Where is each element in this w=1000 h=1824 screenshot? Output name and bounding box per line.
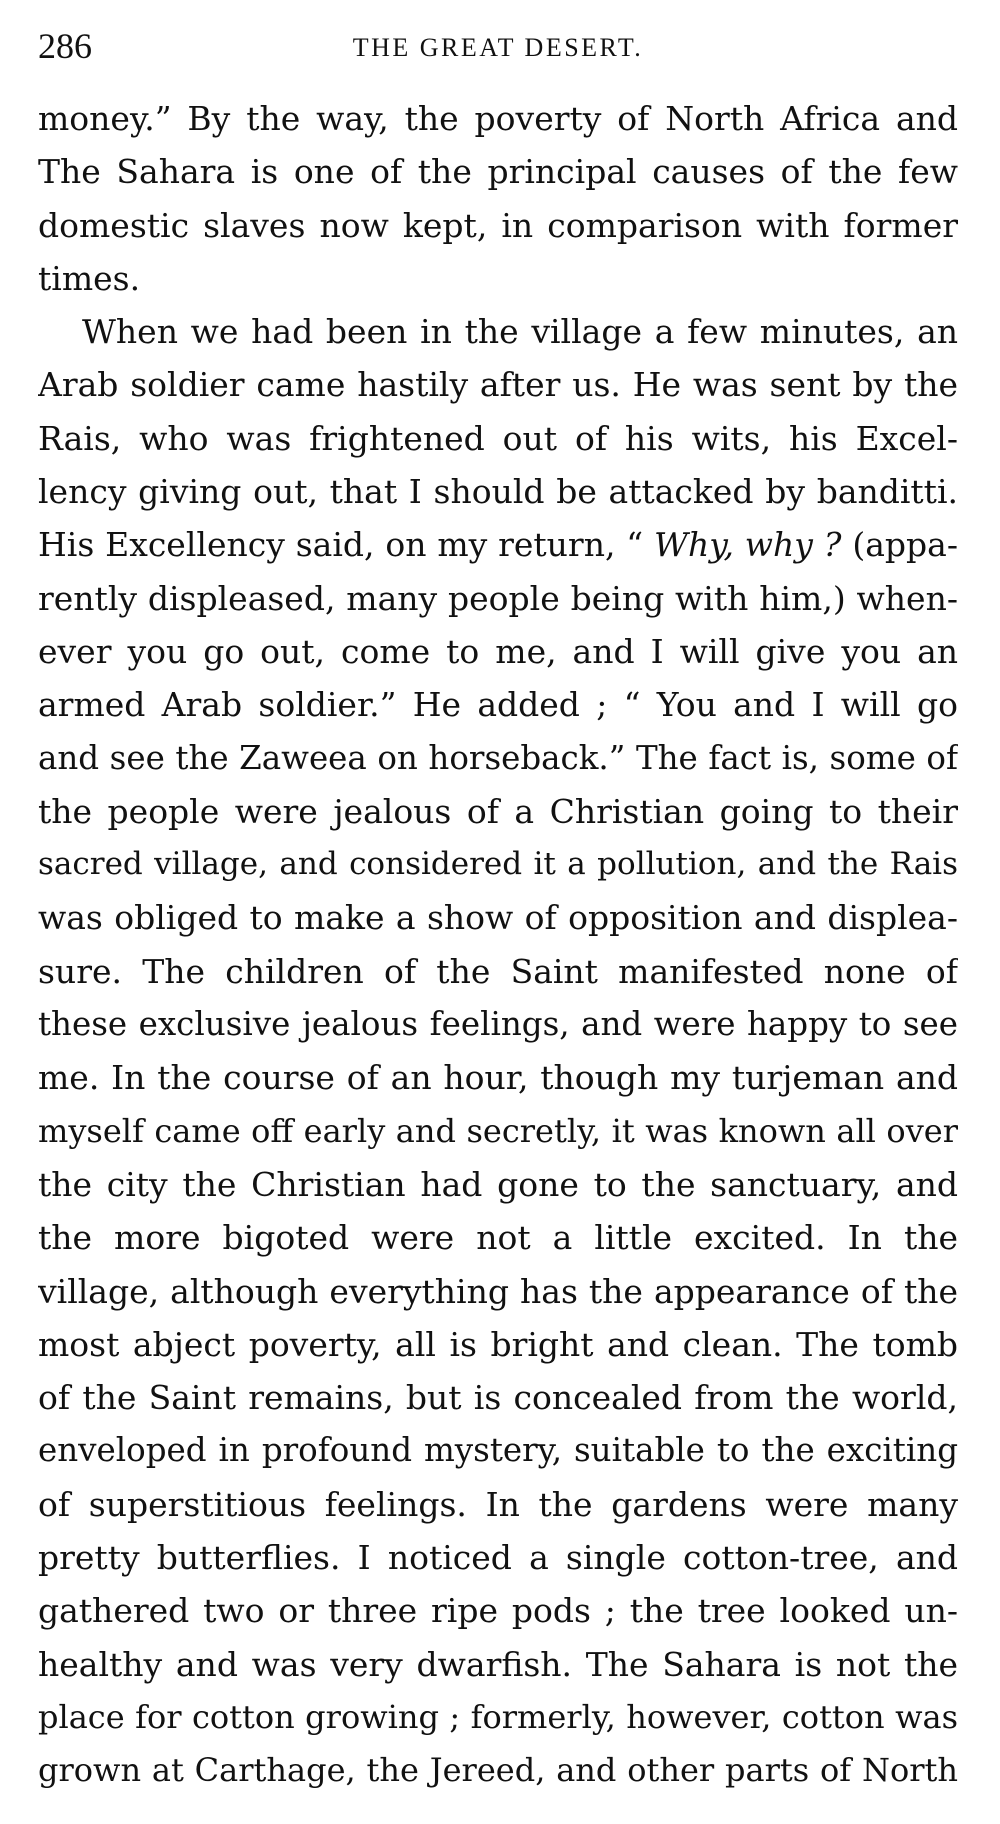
body-text bbox=[38, 92, 958, 1798]
text-line: pretty butterflies. I noticed a single cotton-tree, and bbox=[38, 1538, 958, 1578]
text-line: healthy and was very dwarfish. The Sahara is not the bbox=[38, 1644, 958, 1684]
text-line: me. In the course of an hour, though my turjeman and bbox=[38, 1058, 958, 1098]
text-line: the more bigoted were not a little excited. In the bbox=[38, 1218, 958, 1258]
paragraph-first-line: When we had been in the village a few minutes, an bbox=[82, 312, 958, 352]
text-line bbox=[38, 518, 958, 571]
running-title: THE GREAT DESERT. bbox=[352, 33, 644, 62]
page-header bbox=[38, 24, 958, 68]
text-line: the city the Christian had gone to the sanctuary, and bbox=[38, 1164, 958, 1204]
text-line-after: (appa- bbox=[841, 525, 958, 565]
text-line: and see the Zaweea on horseback.” The fact is, some of bbox=[38, 738, 958, 777]
text-line: grown at Carthage, the Jereed, and other parts of North bbox=[38, 1751, 958, 1790]
text-line: of superstitious feelings. In the gardens were many bbox=[38, 1484, 958, 1524]
text-line: village, although everything has the appearance of the bbox=[38, 1271, 958, 1311]
text-line: myself came off early and secretly, it was known all over bbox=[38, 1111, 958, 1150]
text-line: gathered two or three ripe pods ; the tree looked un- bbox=[38, 1591, 958, 1631]
text-line: these exclusive jealous feelings, and were happy to see bbox=[38, 1005, 958, 1044]
text-line: ever you go out, come to me, and I will give you an bbox=[38, 631, 958, 671]
text-line: times. bbox=[38, 258, 141, 298]
page-number: 286 bbox=[38, 26, 92, 66]
text-line: armed Arab soldier.” He added ; “ You and I will go bbox=[38, 685, 958, 725]
text-line: rently displeased, many people being with him,) when- bbox=[38, 578, 958, 618]
text-line: sure. The children of the Saint manifested none of bbox=[38, 951, 958, 991]
text-line: place for cotton growing ; formerly, however, cotton was bbox=[38, 1697, 958, 1736]
text-line: enveloped in profound mystery, suitable to the exciting bbox=[38, 1431, 958, 1470]
text-line: of the Saint remains, but is concealed from the world, bbox=[38, 1378, 958, 1418]
text-line: domestic slaves now kept, in comparison with former bbox=[38, 205, 958, 245]
text-line: sacred village, and considered it a pollution, and the Rais bbox=[38, 846, 958, 883]
text-line: most abject poverty, all is bright and clean. The tomb bbox=[38, 1324, 958, 1364]
text-line: was obliged to make a show of opposition and displea- bbox=[38, 898, 958, 938]
text-line: Arab soldier came hastily after us. He was sent by the bbox=[38, 365, 958, 405]
text-line: lency giving out, that I should be attacked by banditti. bbox=[38, 472, 958, 512]
text-line: money.” By the way, the poverty of North Africa and bbox=[38, 99, 958, 138]
text-line: The Sahara is one of the principal causes of the few bbox=[38, 152, 958, 192]
text-line: the people were jealous of a Christian going to their bbox=[38, 791, 958, 831]
text-line-before: His Excellency said, on my return, “ bbox=[38, 525, 655, 565]
text-line: Rais, who was frightened out of his wits, his Excel- bbox=[38, 418, 958, 458]
italic-quote: Why, why ? bbox=[654, 525, 842, 565]
